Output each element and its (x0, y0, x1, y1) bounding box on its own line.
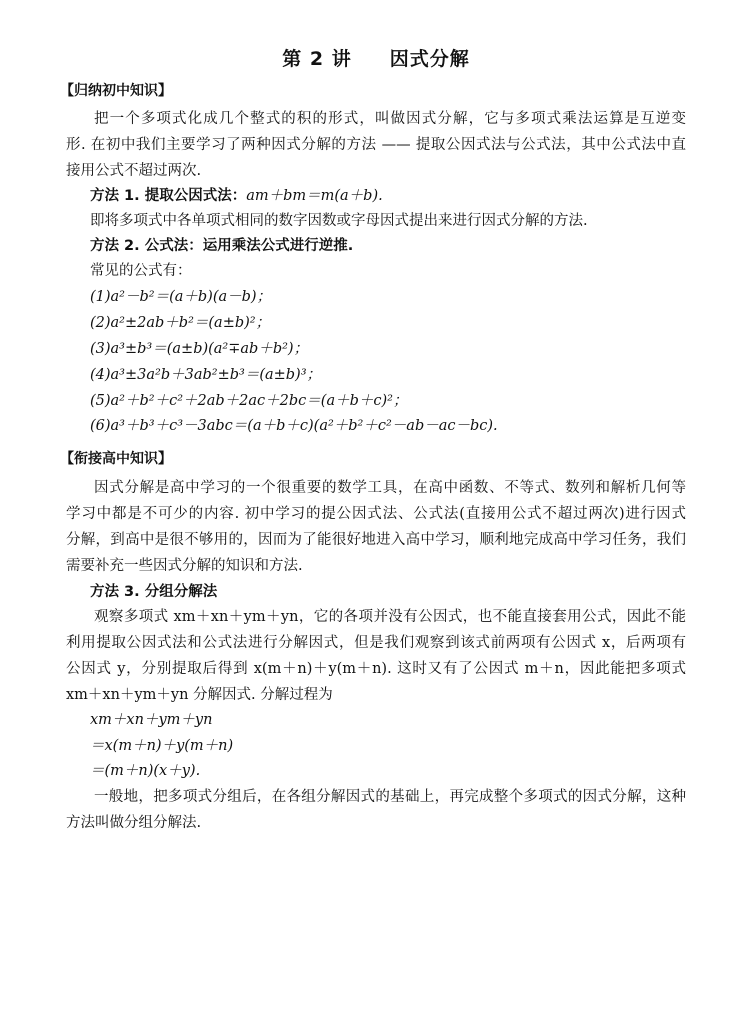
section-heading-senior: 【衔接高中知识】 (60, 451, 172, 467)
section-heading-junior: 【归纳初中知识】 (60, 83, 172, 99)
formula-2: (2)a²±2ab＋b²＝(a±b)²； (90, 315, 271, 331)
method-3-heading: 方法 3. 分组分解法 (90, 584, 218, 600)
method-1-description: 即将多项式中各单项式相同的数字因数或字母因式提出来进行因式分解的方法. (90, 213, 588, 229)
conclusion-line-1: 一般地，把多项式分组后，在各组分解因式的基础上，再完成整个多项式的因式分解，这种 (94, 789, 686, 805)
formula-3: (3)a³±b³＝(a±b)(a²∓ab＋b²)； (90, 341, 309, 357)
method-1-label: 方法 1. 提取公因式法： (90, 188, 247, 204)
method-2-heading: 方法 2. 公式法：运用乘法公式进行逆推. (90, 238, 354, 254)
formula-6: (6)a³＋b³＋c³－3abc＝(a＋b＋c)(a²＋b²＋c²－ab－ac－bc). (90, 418, 498, 434)
method-3-line-1: 观察多项式 xm＋xn＋ym＋yn，它的各项并没有公因式，也不能直接套用公式，因此不能 (94, 609, 686, 625)
lecture-number: 第 2 讲 (282, 48, 352, 70)
step-2: ＝x(m＋n)＋y(m＋n) (90, 738, 234, 754)
formula-4: (4)a³±3a²b＋3ab²±b³＝(a±b)³； (90, 367, 322, 383)
method-3-line-2: 利用提取公因式法和公式法进行分解因式，但是我们观察到该式前两项有公因式 x，后两项有 (66, 635, 686, 651)
method-1-formula: am＋bm＝m(a＋b). (246, 188, 383, 204)
method-3-line-3: 公因式 y，分别提取后得到 x(m＋n)＋y(m＋n). 这时又有了公因式 m＋n，因此能把多项式 (66, 661, 686, 677)
common-formulas-label: 常见的公式有： (90, 263, 192, 279)
senior-para-line-3: 分解，到高中是很不够用的，因而为了能很好地进入高中学习，顺利地完成高中学习任务，我们 (66, 532, 686, 548)
step-1: xm＋xn＋ym＋yn (90, 712, 213, 728)
method-1 (90, 186, 383, 206)
senior-para-line-2: 学习中都是不可少的内容. 初中学习的提公因式法、公式法(直接用公式不超过两次)进行因式 (66, 506, 686, 522)
method-3-line-4: xm＋xn＋ym＋yn 分解因式. 分解过程为 (66, 687, 333, 703)
formula-5: (5)a²＋b²＋c²＋2ab＋2ac＋2bc＝(a＋b＋c)²； (90, 393, 408, 409)
senior-para-line-1: 因式分解是高中学习的一个很重要的数学工具，在高中函数、不等式、数列和解析几何等 (94, 480, 686, 496)
intro-line-3: 接用公式不超过两次. (66, 163, 202, 179)
intro-line-1: 把一个多项式化成几个整式的积的形式，叫做因式分解，它与多项式乘法运算是互逆变 (94, 111, 686, 127)
page-title (0, 44, 752, 71)
formula-1: (1)a²－b²＝(a＋b)(a－b)； (90, 289, 272, 305)
intro-line-2: 形. 在初中我们主要学习了两种因式分解的方法 —— 提取公因式法与公式法，其中公式法中直 (66, 137, 686, 153)
senior-para-line-4: 需要补充一些因式分解的知识和方法. (66, 558, 303, 574)
step-3: ＝(m＋n)(x＋y). (90, 763, 201, 779)
lecture-topic: 因式分解 (389, 48, 470, 70)
conclusion-line-2: 方法叫做分组分解法. (66, 815, 202, 831)
